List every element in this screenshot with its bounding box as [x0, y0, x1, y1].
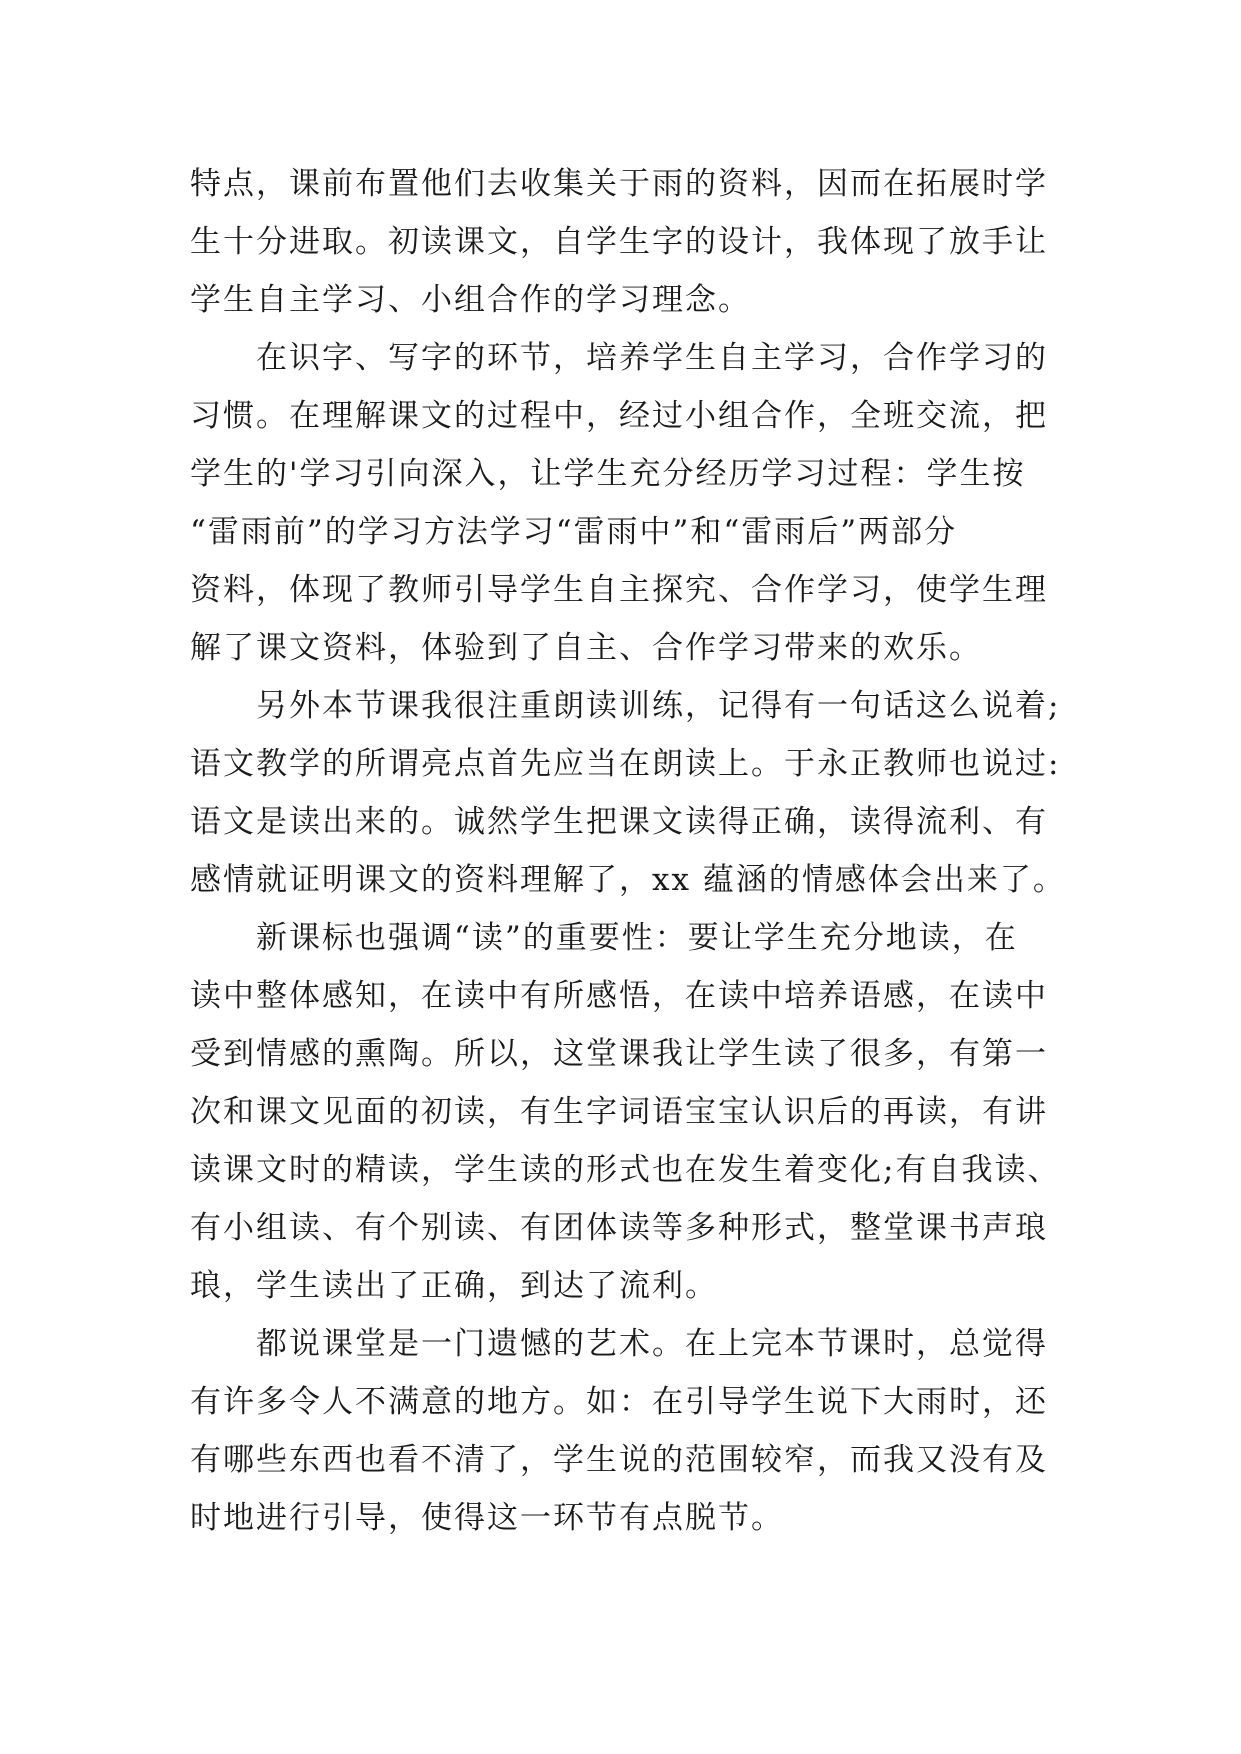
text-line: 生十分进取。初读课文，自学生字的设计，我体现了放手让 — [190, 224, 1048, 260]
text-line: 感情就证明课文的资料理解了，xx 蕴涵的情感体会出来了。 — [190, 862, 1066, 898]
text-line: 另外本节课我很注重朗读训练，记得有一句话这么说着; — [190, 688, 1061, 724]
text-line: 学生的'学习引向深入，让学生充分经历学习过程：学生按 — [190, 456, 1026, 492]
text-line: 语文是读出来的。诚然学生把课文读得正确，读得流利、有 — [190, 804, 1048, 840]
text-line: 受到情感的熏陶。所以，这堂课我让学生读了很多，有第一 — [190, 1036, 1048, 1072]
text-line: 时地进行引导，使得这一环节有点脱节。 — [190, 1500, 784, 1536]
text-line: 资料，体现了教师引导学生自主探究、合作学习，使学生理 — [190, 572, 1048, 608]
text-line: 读中整体感知，在读中有所感悟，在读中培养语感，在读中 — [190, 978, 1048, 1014]
text-line: 习惯。在理解课文的过程中，经过小组合作，全班交流，把 — [190, 398, 1048, 434]
text-line: 有许多令人不满意的地方。如：在引导学生说下大雨时，还 — [190, 1384, 1048, 1420]
text-line: 琅，学生读出了正确，到达了流利。 — [190, 1268, 718, 1304]
text-line: 都说课堂是一门遗憾的艺术。在上完本节课时，总觉得 — [190, 1326, 1048, 1362]
text-line: 新课标也强调“读”的重要性：要让学生充分地读，在 — [190, 920, 1018, 956]
text-line: 读课文时的精读，学生读的形式也在发生着变化;有自我读、 — [190, 1152, 1061, 1188]
body-text — [190, 155, 1066, 1547]
text-line: 次和课文见面的初读，有生字词语宝宝认识后的再读，有讲 — [190, 1094, 1048, 1130]
text-line: 解了课文资料，体验到了自主、合作学习带来的欢乐。 — [190, 630, 982, 666]
text-line: 有小组读、有个别读、有团体读等多种形式，整堂课书声琅 — [190, 1210, 1048, 1246]
text-line: 在识字、写字的环节，培养学生自主学习，合作学习的 — [190, 340, 1048, 376]
text-line: 有哪些东西也看不清了，学生说的范围较窄，而我又没有及 — [190, 1442, 1048, 1478]
text-line: 特点，课前布置他们去收集关于雨的资料，因而在拓展时学 — [190, 166, 1048, 202]
text-line: “雷雨前”的学习方法学习“雷雨中”和“雷雨后”两部分 — [190, 514, 958, 550]
text-line: 语文教学的所谓亮点首先应当在朗读上。于永正教师也说过: — [190, 746, 1061, 782]
text-line: 学生自主学习、小组合作的学习理念。 — [190, 282, 751, 318]
